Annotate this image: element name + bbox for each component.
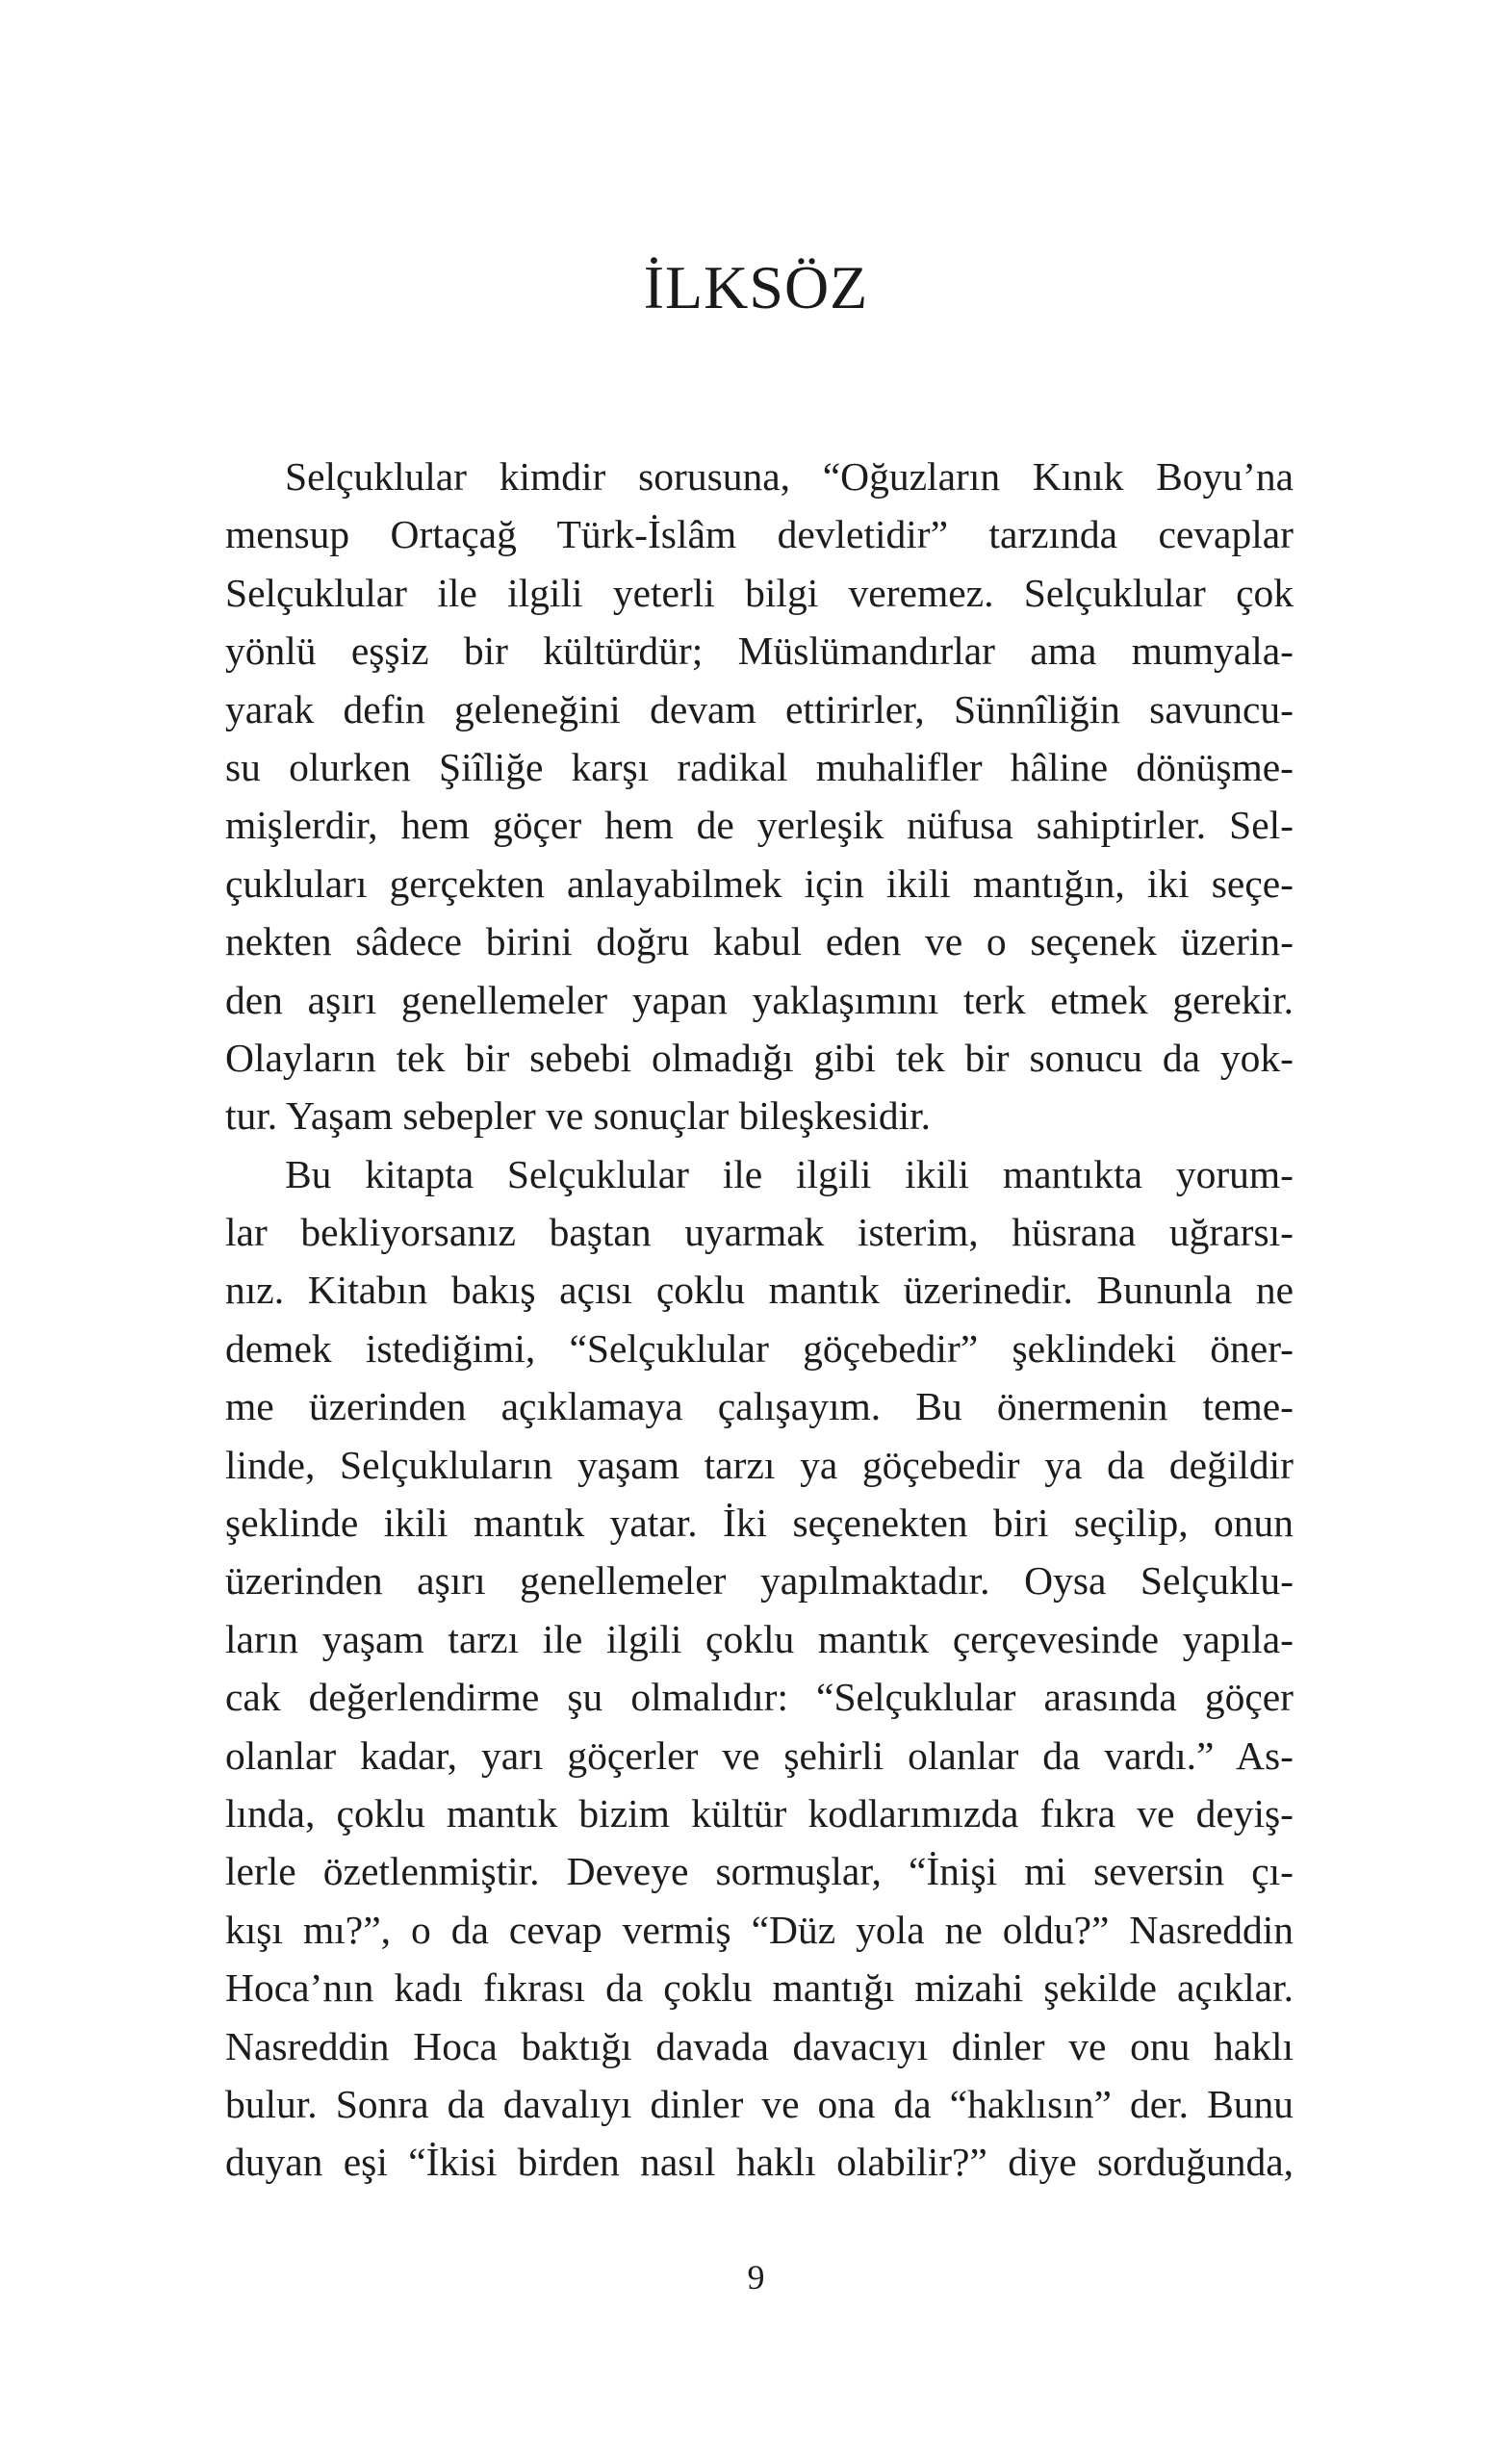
chapter-title: İLKSÖZ <box>643 253 869 321</box>
text-line: cak değerlendirme şu olmalıdır: “Selçuklular arasında göçer <box>225 1675 1294 1720</box>
text-line: linde, Selçukluların yaşam tarzı ya göçebedir ya da değildir <box>225 1442 1294 1487</box>
text-line: den aşırı genellemeler yapan yaklaşımını terk etmek gerekir. <box>225 977 1294 1022</box>
text-line: tur. Yaşam sebepler ve sonuçlar bileşkesidir. <box>225 1093 932 1139</box>
text-line: me üzerinden açıklamaya çalışayım. Bu önermenin teme- <box>225 1384 1294 1429</box>
text-line: lar bekliyorsanız baştan uyarmak isterim, hüsrana uğrarsı- <box>225 1210 1294 1255</box>
text-line: demek istediğimi, “Selçuklular göçebedir” şeklindeki öner- <box>225 1325 1294 1371</box>
text-line: Olayların tek bir sebebi olmadığı gibi tek bir sonucu da yok- <box>225 1035 1294 1080</box>
text-line: nekten sâdece birini doğru kabul eden ve o seçenek üzerin- <box>225 919 1294 964</box>
text-line: duyan eşi “İkisi birden nasıl haklı olabilir?” diye sorduğunda, <box>225 2140 1294 2185</box>
text-line: su olurken Şiîliğe karşı radikal muhalifler hâline dönüşme- <box>225 744 1294 789</box>
text-line: mensup Ortaçağ Türk-İslâm devletidir” tarzında cevaplar <box>225 512 1294 557</box>
text-line: Nasreddin Hoca baktığı davada davacıyı dinler ve onu haklı <box>225 2023 1294 2068</box>
paragraph-1 <box>225 448 1294 1145</box>
text-line: bulur. Sonra da davalıyı dinler ve ona da “haklısın” der. Bunu <box>225 2081 1294 2126</box>
text-line: Selçuklular ile ilgili yeterli bilgi veremez. Selçuklular çok <box>225 570 1294 615</box>
text-line: Hoca’nın kadı fıkrası da çoklu mantığı mizahi şekilde açıklar. <box>225 1965 1294 2011</box>
text-line: mişlerdir, hem göçer hem de yerleşik nüfusa sahiptirler. Sel- <box>225 803 1294 848</box>
text-line: kışı mı?”, o da cevap vermiş “Düz yola ne oldu?” Nasreddin <box>225 1907 1294 1952</box>
text-line: Selçuklular kimdir sorusuna, “Oğuzların Kınık Boyu’na <box>285 454 1294 499</box>
text-line: Bu kitapta Selçuklular ile ilgili ikili mantıkta yorum- <box>285 1151 1294 1196</box>
text-line: çukluları gerçekten anlayabilmek için ikili mantığın, iki seçe- <box>225 860 1294 906</box>
text-line: şeklinde ikili mantık yatar. İki seçenekten biri seçilip, onun <box>225 1501 1294 1546</box>
text-line: yönlü eşşiz bir kültürdür; Müslümandırlar ama mumyala- <box>225 629 1294 674</box>
paragraph-2 <box>225 1145 1294 2192</box>
body-text <box>225 448 1294 2192</box>
text-line: lında, çoklu mantık bizim kültür kodlarımızda fıkra ve deyiş- <box>225 1790 1294 1835</box>
text-line: ların yaşam tarzı ile ilgili çoklu mantık çerçevesinde yapıla- <box>225 1616 1294 1661</box>
text-line: nız. Kitabın bakış açısı çoklu mantık üzerinedir. Bununla ne <box>225 1268 1294 1313</box>
text-line: üzerinden aşırı genellemeler yapılmaktadır. Oysa Selçuklu- <box>225 1558 1294 1604</box>
text-line: lerle özetlenmiştir. Deveye sormuşlar, “İnişi mi seversin çı- <box>225 1849 1294 1894</box>
text-line: yarak defin geleneğini devam ettirirler, Sünnîliğin savuncu- <box>225 686 1294 732</box>
page-number: 9 <box>747 2258 765 2297</box>
text-line: olanlar kadar, yarı göçerler ve şehirli olanlar da vardı.” As- <box>225 1732 1294 1778</box>
